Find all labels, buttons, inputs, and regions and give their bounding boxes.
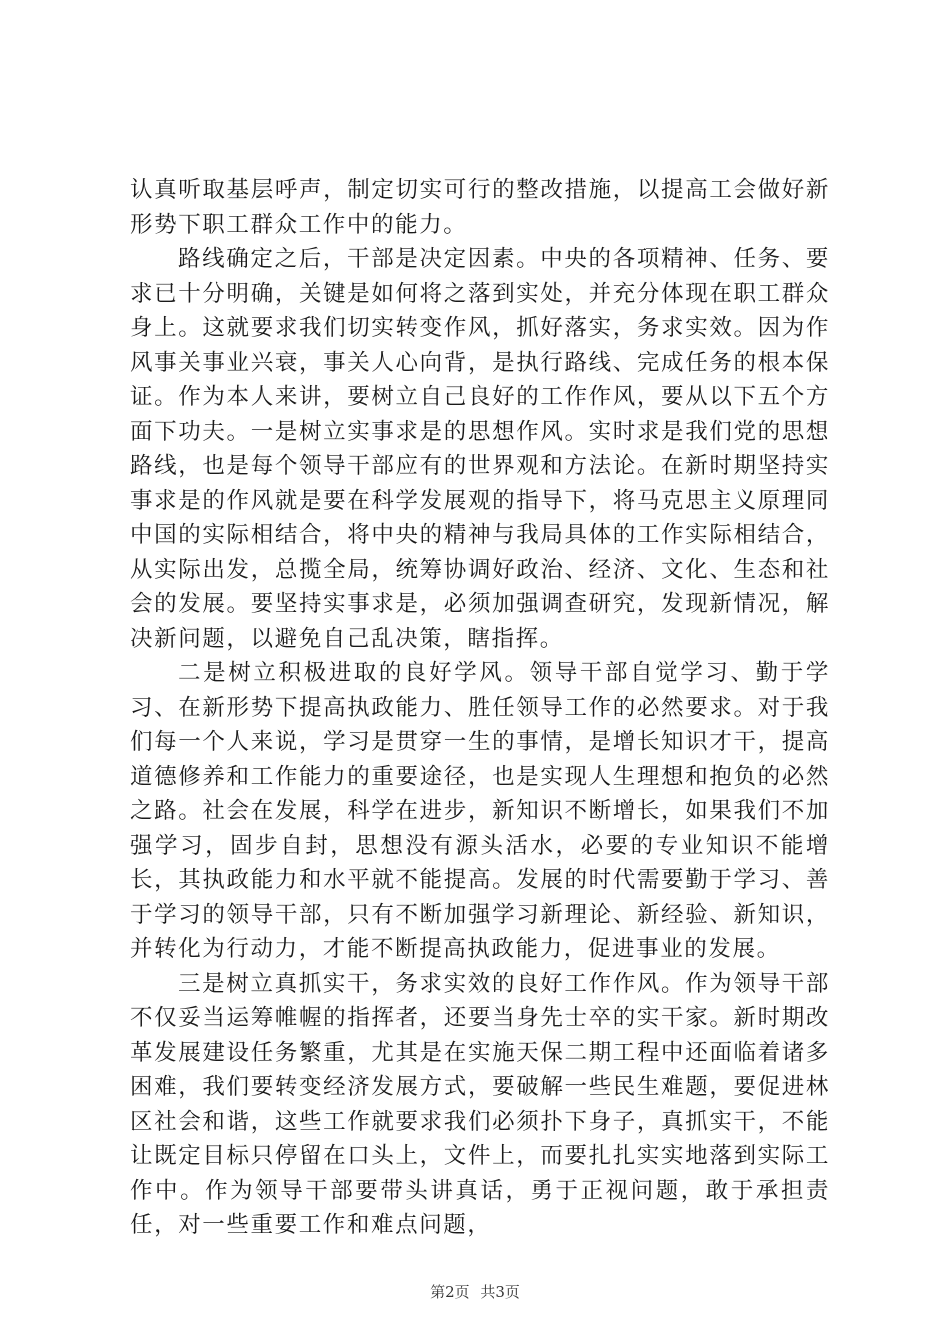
paragraph-4: 三是树立真抓实干，务求实效的良好工作作风。作为领导干部不仅妥当运筹帷幄的指挥者，还要当身先士卒的实干家。新时期改革发展建设任务繁重，尤其是在实施天保二期工程中还面临着诸多困难，我们要转变经济发展方式，要破解一些民生难题，要促进林区社会和谐，这些工作就要求我们必须扑下身子，真抓实干，不能让既定目标只停留在口头上，文件上，而要扎扎实实地落到实际工作中。作为领导干部要带头讲真话，勇于正视问题，敢于承担责任，对一些重要工作和难点问题， — [130, 970, 830, 1238]
document-body — [130, 173, 830, 1243]
paragraph-2: 路线确定之后，干部是决定因素。中央的各项精神、任务、要求已十分明确，关键是如何将之落到实处，并充分体现在职工群众身上。这就要求我们切实转变作风，抓好落实，务求实效。因为作风事关事业兴衰，事关人心向背，是执行路线、完成任务的根本保证。作为本人来讲，要树立自己良好的工作作风，要从以下五个方面下功夫。一是树立实事求是的思想作风。实时求是我们党的思想路线，也是每个领导干部应有的世界观和方法论。在新时期坚持实事求是的作风就是要在科学发展观的指导下，将马克思主义原理同中国的实际相结合，将中央的精神与我局具体的工作实际相结合，从实际出发，总揽全局，统筹协调好政治、经济、文化、生态和社会的发展。要坚持实事求是，必须加强调查研究，发现新情况，解决新问题，以避免自己乱决策，瞎指挥。 — [130, 246, 830, 652]
page-number: 第2页 — [430, 1283, 470, 1301]
page-total: 共3页 — [480, 1283, 520, 1301]
page-footer — [0, 1281, 950, 1302]
paragraph-1: 认真听取基层呼声，制定切实可行的整改措施，以提高工会做好新形势下职工群众工作中的能力。 — [130, 177, 830, 238]
paragraph-3: 二是树立积极进取的良好学风。领导干部自觉学习、勤于学习、在新形势下提高执政能力、胜任领导工作的必然要求。对于我们每一个人来说，学习是贯穿一生的事情，是增长知识才干，提高道德修养和工作能力的重要途径，也是实现人生理想和抱负的必然之路。社会在发展，科学在进步，新知识不断增长，如果我们不加强学习，固步自封，思想没有源头活水，必要的专业知识不能增长，其执政能力和水平就不能提高。发展的时代需要勤于学习、善于学习的领导干部，只有不断加强学习新理论、新经验、新知识，并转化为行动力，才能不断提高执政能力，促进事业的发展。 — [130, 660, 830, 962]
